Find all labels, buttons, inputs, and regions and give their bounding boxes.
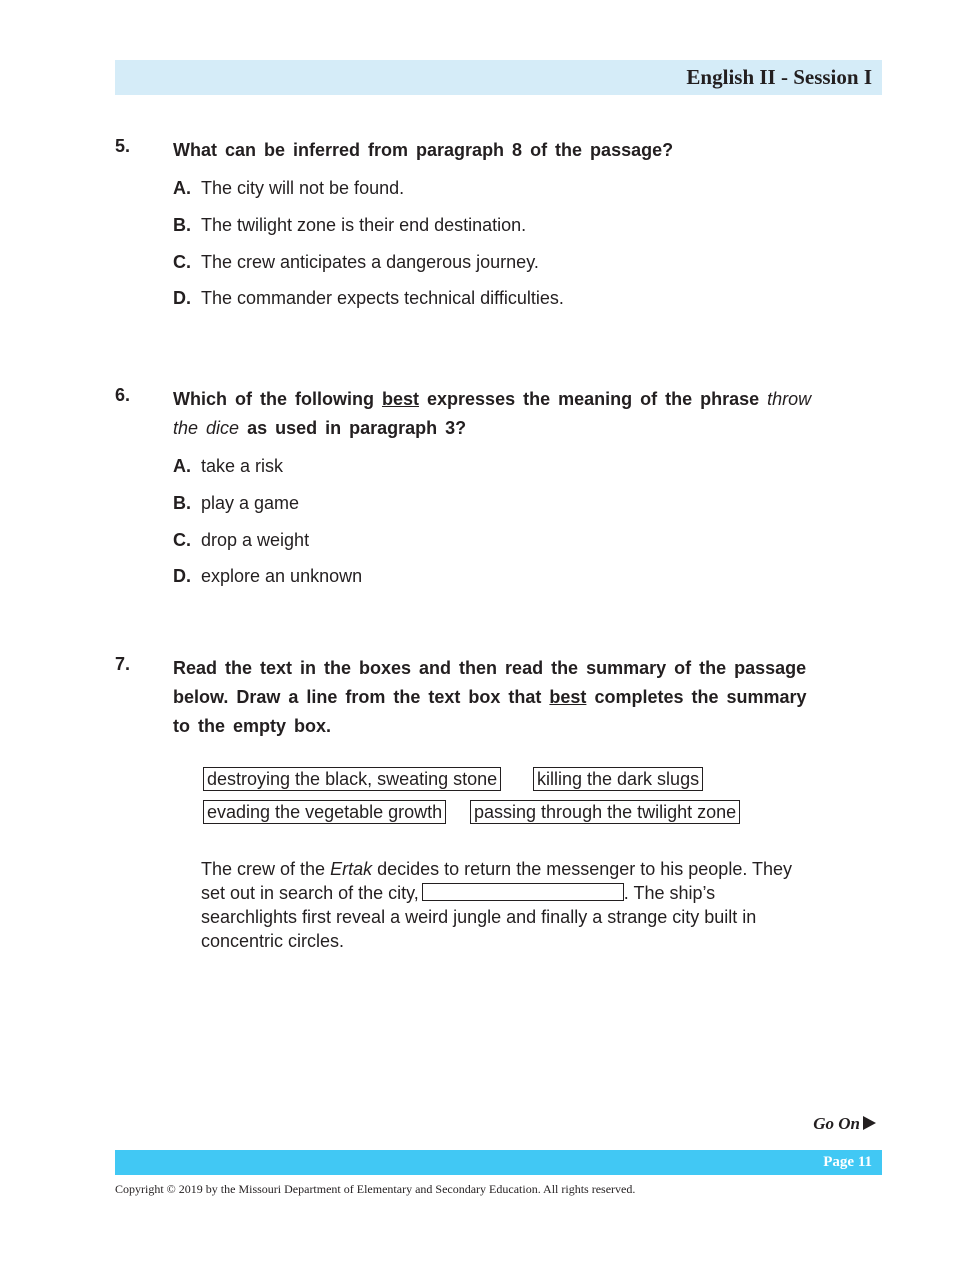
choice-text: drop a weight xyxy=(201,530,310,550)
question-number: 6. xyxy=(115,385,131,405)
choice-b[interactable] xyxy=(173,215,526,236)
go-on-indicator xyxy=(813,1114,876,1134)
choice-text: take a risk xyxy=(201,456,284,476)
header-bar xyxy=(115,60,882,95)
footer-bar xyxy=(115,1150,882,1175)
question-stem xyxy=(173,654,813,741)
choice-a[interactable] xyxy=(173,178,404,199)
summary-text: . The ship’s searchlights first reveal a weird jungle and finally a strange city built in concentric circles. xyxy=(201,883,757,951)
stem-text: Read the text in the boxes and then read the summary of the passage below. Draw a line from the text box that xyxy=(173,658,807,707)
stem-phrase: throw the dice xyxy=(173,389,812,438)
text-box-option[interactable]: killing the dark slugs xyxy=(533,767,703,791)
ship-name: Ertak xyxy=(330,859,373,879)
choice-letter: A. xyxy=(173,456,191,476)
choice-c[interactable] xyxy=(173,530,309,551)
choice-letter: C. xyxy=(173,252,191,272)
stem-text: expresses the meaning of the phrase xyxy=(427,389,760,409)
question-number: 5. xyxy=(115,136,131,156)
play-arrow-icon xyxy=(863,1116,876,1130)
stem-emphasis: best xyxy=(381,389,419,409)
empty-answer-box[interactable] xyxy=(422,883,624,901)
choice-d[interactable] xyxy=(173,566,362,587)
choice-text: The twilight zone is their end destination. xyxy=(201,215,527,235)
stem-text: as used in paragraph 3? xyxy=(247,418,467,438)
choice-text: explore an unknown xyxy=(201,566,363,586)
stem-text: Which of the following xyxy=(173,389,374,409)
text-box-option[interactable]: passing through the twilight zone xyxy=(470,800,740,824)
stem-emphasis: best xyxy=(549,687,587,707)
text-box-option[interactable]: evading the vegetable growth xyxy=(203,800,446,824)
choice-c[interactable] xyxy=(173,252,539,273)
choice-letter: B. xyxy=(173,215,191,235)
question-stem: What can be inferred from paragraph 8 of the passage? xyxy=(173,140,674,160)
choice-text: The commander expects technical difficulties. xyxy=(201,288,564,308)
choice-text: The city will not be found. xyxy=(201,178,405,198)
choice-d[interactable] xyxy=(173,288,564,309)
choice-letter: C. xyxy=(173,530,191,550)
copyright: Copyright © 2019 by the Missouri Department of Elementary and Secondary Education. All rights reserved. xyxy=(115,1182,636,1196)
question-stem xyxy=(173,385,813,443)
choice-b[interactable] xyxy=(173,493,299,514)
choice-letter: D. xyxy=(173,288,191,308)
question-6 xyxy=(115,385,815,595)
summary-text: decides to return the messenger to his people. They set out in search of the city, xyxy=(201,859,793,903)
text-box-option[interactable]: destroying the black, sweating stone xyxy=(203,767,501,791)
question-5 xyxy=(115,136,815,316)
choice-text: The crew anticipates a dangerous journey. xyxy=(201,252,539,272)
question-number: 7. xyxy=(115,654,131,674)
choice-text: play a game xyxy=(201,493,300,513)
summary-text: The crew of the xyxy=(201,859,326,879)
stem-text: completes the summary to the empty box. xyxy=(173,687,807,736)
summary-paragraph xyxy=(201,857,801,953)
page-title: English II - Session I xyxy=(686,65,872,89)
choice-letter: D. xyxy=(173,566,191,586)
choice-letter: B. xyxy=(173,493,191,513)
go-on-label: Go On xyxy=(813,1114,860,1133)
question-7 xyxy=(115,654,815,754)
page-number: Page 11 xyxy=(823,1154,872,1170)
choice-a[interactable] xyxy=(173,456,283,477)
choice-letter: A. xyxy=(173,178,191,198)
